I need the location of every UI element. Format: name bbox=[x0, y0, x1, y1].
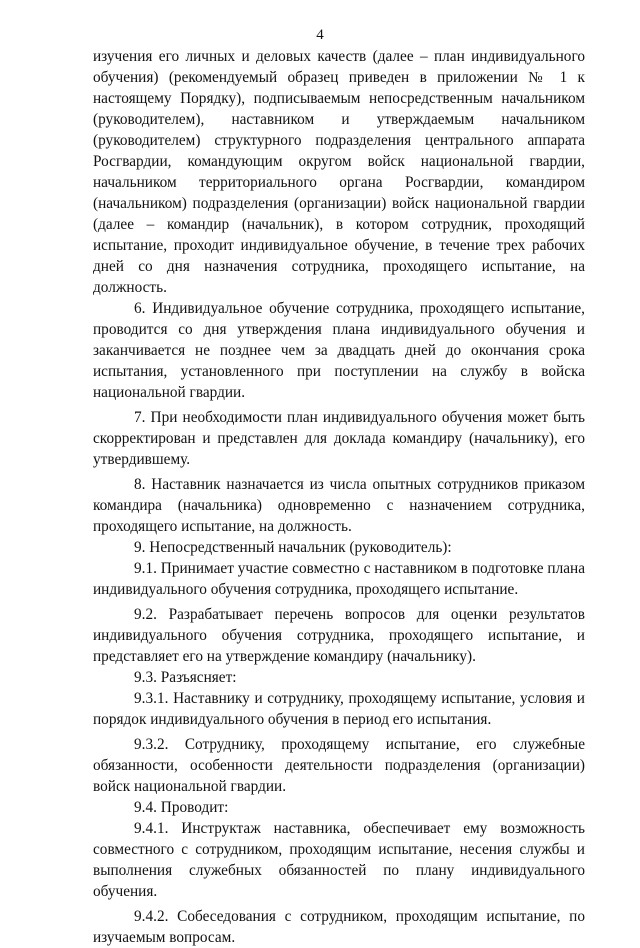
document-body bbox=[93, 46, 585, 948]
page-number: 4 bbox=[316, 27, 324, 43]
paragraph-item-8: 8. Наставник назначается из числа опытных сотрудников приказом командира (начальника) одновременно с назначением сотрудника, проходящего испытание, на должность. bbox=[93, 476, 585, 535]
paragraph-item-9-2: 9.2. Разрабатывает перечень вопросов для оценки результатов индивидуального обучения сотрудника, проходящего испытание, и представляет его на утверждение командиру (начальнику). bbox=[93, 606, 585, 665]
paragraph-item-6: 6. Индивидуальное обучение сотрудника, проходящего испытание, проводится со дня утверждения плана индивидуального обучения и заканчивается не позднее чем за двадцать дней до окончания срока испытания, установленного при поступлении на службу в войска национальной гвардии. bbox=[93, 300, 585, 401]
paragraph-item-9: 9. Непосредственный начальник (руководитель): bbox=[134, 539, 452, 556]
paragraph-item-9-4-1: 9.4.1. Инструктаж наставника, обеспечивает ему возможность совместного с сотрудником, проходящим испытание, несения службы и выполнения служебных обязанностей по плану индивидуального обучения. bbox=[93, 820, 585, 900]
paragraph-item-7: 7. При необходимости план индивидуального обучения может быть скорректирован и представлен для доклада командиру (начальнику), его утвердившему. bbox=[93, 409, 585, 468]
paragraph-item-9-4-2: 9.4.2. Собеседования с сотрудником, проходящим испытание, по изучаемым вопросам. bbox=[93, 908, 585, 946]
paragraph-item-9-3: 9.3. Разъясняет: bbox=[134, 669, 237, 686]
paragraph-item-9-3-2: 9.3.2. Сотруднику, проходящему испытание, его служебные обязанности, особенности деятельности подразделения (организации) войск национальной гвардии. bbox=[93, 736, 585, 795]
paragraph-item-9-3-1: 9.3.1. Наставнику и сотруднику, проходящему испытание, условия и порядок индивидуального обучения в период его испытания. bbox=[93, 690, 585, 728]
paragraph-item-9-4: 9.4. Проводит: bbox=[134, 799, 229, 816]
paragraph-continuation: изучения его личных и деловых качеств (далее – план индивидуального обучения) (рекомендуемый образец приведен в приложении № 1 к настоящему Порядку), подписываемым непосредственным начальником (руководителем), наставником и утверждаемым начальником (руководителем) структурного подразделения центрального аппарата Росгвардии, командующим округом войск национальной гвардии, начальником территориального органа Росгвардии, командиром (начальником) подразделения (организации) войск национальной гвардии (далее – командир (начальник), в котором сотрудник, проходящий испытание, проходит индивидуальное обучение, в течение трех рабочих дней со дня назначения сотрудника, проходящего испытание, на должность. bbox=[93, 48, 585, 296]
paragraph-item-9-1: 9.1. Принимает участие совместно с наставником в подготовке плана индивидуального обучения сотрудника, проходящего испытание. bbox=[93, 560, 585, 598]
